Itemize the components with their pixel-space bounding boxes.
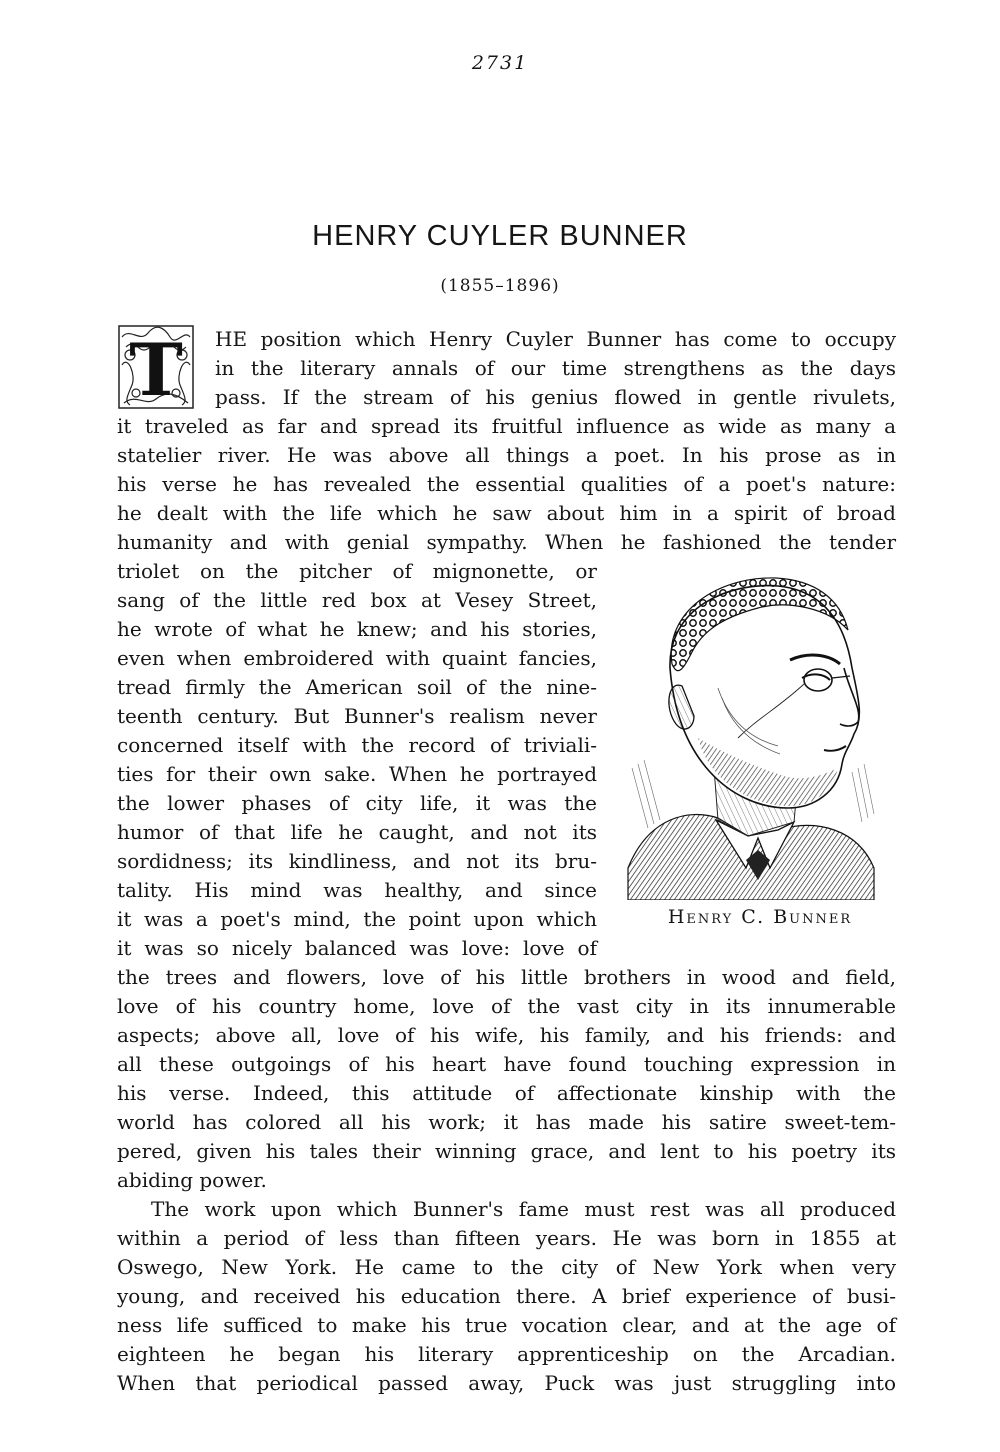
text-line: tality. His mind was healthy, and since [117,878,597,902]
text-line: abiding power. [117,1168,267,1192]
text-line: young, and received his education there. A brief experience of busi- [117,1284,896,1308]
life-dates: (1855–1896) [440,276,560,296]
first-line-text: position which Henry Cuyler Bunner has come to occupy [260,327,897,351]
text-line: aspects; above all, love of his wife, his family, and his friends: and [117,1023,896,1047]
text-line: it was so nicely balanced was love: love of [117,936,597,960]
text-line: sordidness; its kindliness, and not its bru- [117,849,597,873]
text-line: pass. If the stream of his genius flowed in gentle rivulets, [215,385,896,409]
text-line: triolet on the pitcher of mignonette, or [117,559,597,583]
text-line: all these outgoings of his heart have found touching expression in [117,1052,896,1076]
text-line: he dealt with the life which he saw about him in a spirit of broad [117,501,896,525]
text-line: it was a poet's mind, the point upon which [117,907,597,931]
text-line: within a period of less than fifteen years. He was born in 1855 at [117,1226,896,1250]
text-line: eighteen he began his literary apprenticeship on the Arcadian. [117,1342,896,1366]
drop-cap-rest: HE [215,327,248,351]
text-line: the lower phases of city life, it was the [117,791,597,815]
svg-text:T: T [129,327,183,409]
text-line: concerned itself with the record of triviali- [117,733,597,757]
text-line: When that periodical passed away, Puck was just struggling into [117,1371,896,1395]
text-line: statelier river. He was above all things a poet. In his prose as in [117,443,896,467]
portrait-engraving [618,568,878,900]
text-line: the trees and flowers, love of his little brothers in wood and field, [117,965,896,989]
ornamental-drop-cap [118,325,194,409]
text-line: humanity and with genial sympathy. When he fashioned the tender [117,530,896,554]
article-title: HENRY CUYLER BUNNER [312,220,688,252]
text-line [215,325,896,354]
text-line: ties for their own sake. When he portrayed [117,762,597,786]
text-line: world has colored all his work; it has made his satire sweet-tem- [117,1110,896,1134]
portrait-caption: Henry C. Bunner [667,906,853,928]
text-line: it traveled as far and spread its fruitful influence as wide as many a [117,414,896,438]
text-line: pered, given his tales their winning grace, and lent to his poetry its [117,1139,896,1163]
text-line: his verse he has revealed the essential qualities of a poet's nature: [117,472,896,496]
text-line: humor of that life he caught, and not its [117,820,597,844]
text-line: tread firmly the American soil of the nine- [117,675,597,699]
text-line: he wrote of what he knew; and his stories, [117,617,597,641]
text-line: ness life sufficed to make his true vocation clear, and at the age of [117,1313,896,1337]
page-number: 2731 [471,52,529,74]
text-line: in the literary annals of our time strengthens as the days [215,356,896,380]
text-line: The work upon which Bunner's fame must rest was all produced [151,1197,896,1221]
text-line: sang of the little red box at Vesey Street, [117,588,597,612]
text-line: love of his country home, love of the vast city in its innumerable [117,994,896,1018]
text-line: his verse. Indeed, this attitude of affectionate kinship with the [117,1081,896,1105]
text-line: Oswego, New York. He came to the city of New York when very [117,1255,896,1279]
text-line: teenth century. But Bunner's realism never [117,704,597,728]
text-line: even when embroidered with quaint fancies, [117,646,597,670]
